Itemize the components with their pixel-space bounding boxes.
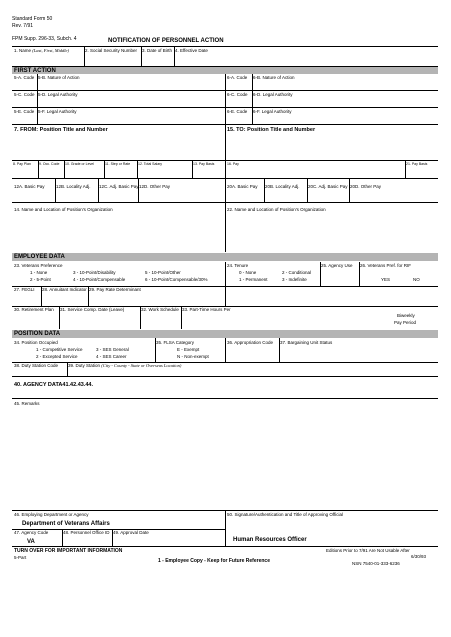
field-12c-label: 12C. Adj. Basic Pay [99, 184, 139, 189]
vet-pref-option-6: 6 - 10-Point/Compensable/30% [145, 277, 208, 282]
position-option-4: 4 - SES Career [96, 354, 127, 359]
rule [307, 178, 308, 202]
field-12d-label: 12D. Other Pay [139, 184, 171, 189]
rule [264, 178, 265, 202]
rule [55, 178, 56, 202]
field-22-label: 22. Name and Location of Position's Organization [227, 207, 326, 212]
field-13-label: 13. Pay Basis [193, 162, 215, 166]
rif-no: NO [413, 277, 420, 282]
field-25-label: 25. Agency Use [321, 263, 353, 268]
biweekly-label: Biweekly [397, 313, 415, 318]
field-6e-label: 6-E. Code [227, 109, 248, 114]
rule [225, 262, 226, 286]
tenure-option-1: 1 - Permanent [239, 277, 268, 282]
official-title-value: Human Resources Officer [233, 537, 307, 543]
field-50-label: 50. Signature/Authentication and Title of Approving Official [227, 512, 343, 517]
form-number: Standard Form 50 [12, 16, 53, 22]
field-12a-label: 12A. Basic Pay [14, 184, 45, 189]
vet-pref-option-4: 4 - 10-Point/Compensable [73, 277, 126, 282]
field-20a-label: 20A. Basic Pay [227, 184, 258, 189]
field-7-label: 7. FROM: Position Title and Number [14, 127, 108, 133]
field-6d-label: 6-D. Legal Authority [253, 92, 293, 97]
field-5a-label: 5-A. Code [14, 75, 35, 80]
field-38-label: 38. Duty Station Code [14, 363, 59, 368]
tenure-option-2: 2 - Conditional [282, 270, 312, 275]
field-11-label: 11. Step or Rate [105, 162, 131, 166]
field-27-label: 27. FEGLI [14, 287, 35, 292]
section-band [12, 330, 438, 338]
field-29-label: 29. Pay Rate Determinant [89, 287, 141, 292]
employing-agency-value: Department of Veterans Affairs [22, 521, 110, 527]
position-data-heading: POSITION DATA [14, 331, 61, 337]
field-6b-label: 6-B. Nature of Action [253, 75, 295, 80]
copy-designation: 1 - Employee Copy - Keep for Future Reference [158, 558, 270, 564]
vet-pref-option-5: 5 - 10-Point/Other [145, 270, 181, 275]
field-34-label: 34. Position Occupied [14, 340, 58, 345]
field-37-label: 37. Bargaining Unit Status [280, 340, 333, 345]
employee-data-heading: EMPLOYEE DATA [14, 254, 65, 260]
rule [225, 286, 226, 306]
nsn-number: NSN 7540-01-333-6236 [352, 561, 400, 566]
field-16-label: 16. Pay [227, 162, 239, 166]
field-2-label: 2. Social Security Number [85, 48, 138, 53]
rule [225, 510, 226, 546]
field-48-label: 48. Personnel Office ID [63, 530, 110, 535]
rule [12, 376, 438, 377]
rule [98, 178, 99, 202]
form-title: NOTIFICATION OF PERSONNEL ACTION [108, 38, 224, 44]
field-3-label: 3. Date of Birth [142, 48, 173, 53]
field-15-label: 15. TO: Position Title and Number [227, 127, 316, 133]
field-31-label: 31. Service Comp. Date (Leave) [60, 307, 125, 312]
field-5e-label: 5-E. Code [14, 109, 35, 114]
field-12-label: 12. Total Salary [138, 162, 163, 166]
rule [12, 160, 438, 161]
field-45-label: 45. Remarks [14, 401, 40, 406]
field-32-label: 32. Work Schedule [141, 307, 179, 312]
rule [12, 90, 438, 91]
field-20c-label: 20C. Adj. Basic Pay [308, 184, 348, 189]
field-35-label: 35. FLSA Category [156, 340, 195, 345]
flsa-nonexempt: N - Non-exempt [177, 354, 209, 359]
field-30-label: 30. Retirement Plan [14, 307, 54, 312]
field-6c-label: 6-C. Code [227, 92, 248, 97]
editions-date: 6/30/93 [411, 554, 427, 559]
field-5c-label: 5-C. Code [14, 92, 35, 97]
field-40-label: 40. AGENCY DATA41.42.43.44. [14, 382, 94, 388]
position-option-2: 2 - Excepted Service [36, 354, 78, 359]
field-23-label: 23. Veterans Preference [14, 263, 63, 268]
field-14-label: 14. Name and Location of Position's Organization [14, 207, 113, 212]
tenure-option-3: 3 - Indefinite [282, 277, 307, 282]
part-count: 5-Part [14, 555, 27, 560]
editions-notice: Editions Prior to 7/91 Are Not Usable After [326, 548, 410, 553]
field-28-label: 28. Annuitant Indicator [42, 287, 87, 292]
field-12b-label: 12B. Locality Adj. [56, 184, 91, 189]
field-1-label: 1. Name (Last, First, Middle) [14, 48, 70, 53]
first-action-heading: FIRST ACTION [14, 68, 56, 74]
agency-code-value: VA [27, 539, 35, 545]
tenure-option-0: 0 - None [239, 270, 257, 275]
field-49-label: 49. Approval Date [113, 530, 149, 535]
field-5f-label: 5-F. Legal Authority [38, 109, 77, 114]
vet-pref-option-2: 2 - 5-Point [30, 277, 51, 282]
field-6f-label: 6-F. Legal Authority [253, 109, 292, 114]
field-20b-label: 20B. Locality Adj. [265, 184, 300, 189]
field-6a-label: 6-A. Code [227, 75, 248, 80]
field-36-label: 36. Appropriation Code [227, 340, 274, 345]
field-8-label: 8. Pay Plan [13, 162, 31, 166]
form-revision: Rev. 7/91 [12, 23, 34, 29]
rule [225, 338, 226, 362]
field-46-label: 46. Employing Department or Agency [14, 512, 89, 517]
rule [12, 178, 438, 179]
rif-yes: YES [381, 277, 391, 282]
position-option-3: 3 - SES General [96, 347, 129, 352]
vet-pref-option-1: 1 - None [30, 270, 48, 275]
rule [12, 398, 438, 399]
field-10-label: 10. Grade or Level [65, 162, 94, 166]
section-band [12, 67, 438, 74]
field-4-label: 4. Effective Date [175, 48, 208, 53]
rule [225, 124, 226, 252]
pay-period-label: Pay Period [394, 320, 417, 325]
position-option-1: 1 - Competitive Service [36, 347, 83, 352]
rule [12, 46, 438, 47]
fpm-supplement: FPM Supp. 296-33, Subch. 4 [12, 36, 77, 42]
field-5b-label: 5-B. Nature of Action [38, 75, 80, 80]
rule [12, 546, 438, 547]
section-band [12, 253, 438, 261]
rule [12, 107, 438, 108]
field-47-label: 47. Agency Code [14, 530, 49, 535]
field-33-label: 33. Part-Time Hours Per [182, 307, 231, 312]
field-24-label: 24. Tenure [227, 263, 249, 268]
turn-over-notice: TURN OVER FOR IMPORTANT INFORMATION [14, 548, 123, 554]
field-39-label: 39. Duty Station (City - County - State or Overseas Location) [68, 363, 182, 368]
field-21-label: 21. Pay Basis [406, 162, 428, 166]
field-5d-label: 5-D. Legal Authority [38, 92, 78, 97]
rule [349, 178, 350, 202]
flsa-exempt: E - Exempt [177, 347, 200, 352]
rule [138, 178, 139, 202]
field-20d-label: 20D. Other Pay [350, 184, 382, 189]
rule [12, 202, 438, 203]
vet-pref-option-3: 3 - 10-Point/Disability [73, 270, 116, 275]
field-9-label: 9. Occ. Code [39, 162, 60, 166]
field-26-label: 26. Veterans Pref. for RIF [360, 263, 412, 268]
rule [225, 74, 226, 124]
